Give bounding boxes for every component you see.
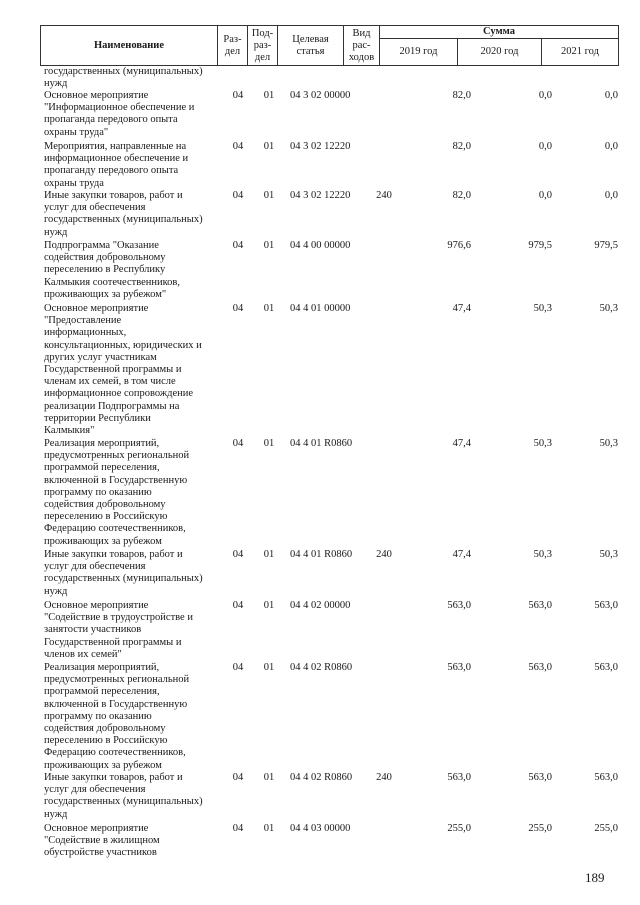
row-sum-2021: 563,0: [594, 772, 618, 783]
header-razdel: Раз- дел: [218, 26, 248, 66]
header-target-article: Целевая статья: [278, 26, 344, 66]
row-sum-2019: 47,4: [452, 303, 471, 314]
row-target-article: 04 4 02 R0860: [290, 772, 353, 783]
header-podrazdel: Под- раз- дел: [248, 26, 278, 66]
row-sum-2021: 50,3: [599, 438, 618, 449]
page-number: 189: [585, 870, 605, 885]
row-sum-2019: 563,0: [447, 662, 471, 673]
row-name: Иные закупки товаров, работ и услуг для обеспечения государственных (муниципальных) нужд: [44, 549, 203, 597]
row-sum-2020: 563,0: [528, 772, 552, 783]
header-name: Наименование: [41, 26, 218, 66]
header-year-2020: 2020 год: [458, 39, 542, 66]
row-sum-2021: 0,0: [604, 141, 618, 152]
row-podrazdel: 01: [263, 549, 275, 560]
row-sum-2020: 50,3: [533, 549, 552, 560]
row-name: Реализация мероприятий, предусмотренных региональной программой переселения, включенной в Государственную программу по оказанию содействия добровольному переселению в Российскую Федерацию соотечественников, проживающих за рубежом: [44, 438, 190, 547]
row-podrazdel: 01: [263, 240, 275, 251]
header-year-2021: 2021 год: [542, 39, 619, 66]
row-target-article: 04 4 00 00000: [290, 240, 351, 251]
row-target-article: 04 4 02 R0860: [290, 662, 353, 673]
row-razdel: 04: [232, 823, 244, 834]
row-sum-2020: 563,0: [528, 600, 552, 611]
row-sum-2020: 979,5: [528, 240, 552, 251]
row-sum-2019: 82,0: [452, 141, 471, 152]
row-razdel: 04: [232, 438, 244, 449]
row-sum-2020: 0,0: [538, 90, 552, 101]
row-sum-2021: 50,3: [599, 549, 618, 560]
row-sum-2021: 0,0: [604, 90, 618, 101]
row-name: Мероприятия, направленные на информационное обеспечение и пропаганду передового опыта охраны труда: [44, 141, 189, 189]
row-razdel: 04: [232, 141, 244, 152]
row-target-article: 04 4 01 R0860: [290, 438, 353, 449]
row-podrazdel: 01: [263, 303, 275, 314]
header-expense-type: Вид рас- ходов: [344, 26, 380, 66]
row-razdel: 04: [232, 190, 244, 201]
row-target-article: 04 3 02 00000: [290, 90, 351, 101]
row-razdel: 04: [232, 600, 244, 611]
header-sum: Сумма: [380, 26, 619, 39]
row-razdel: 04: [232, 662, 244, 673]
row-sum-2019: 47,4: [452, 549, 471, 560]
row-sum-2020: 255,0: [528, 823, 552, 834]
row-sum-2020: 50,3: [533, 438, 552, 449]
row-target-article: 04 4 02 00000: [290, 600, 351, 611]
row-sum-2019: 47,4: [452, 438, 471, 449]
header-year-2019: 2019 год: [380, 39, 458, 66]
row-sum-2020: 563,0: [528, 662, 552, 673]
row-sum-2020: 0,0: [538, 141, 552, 152]
row-name: Основное мероприятие "Информационное обеспечение и пропаганда передового опыта охраны труда": [44, 90, 195, 138]
row-podrazdel: 01: [263, 662, 275, 673]
row-expense-type: 240: [376, 549, 392, 560]
row-sum-2019: 255,0: [447, 823, 471, 834]
row-sum-2020: 0,0: [538, 190, 552, 201]
row-target-article: 04 3 02 12220: [290, 141, 351, 152]
row-razdel: 04: [232, 549, 244, 560]
table-header: [40, 25, 619, 66]
row-podrazdel: 01: [263, 438, 275, 449]
row-sum-2020: 50,3: [533, 303, 552, 314]
row-razdel: 04: [232, 240, 244, 251]
row-sum-2021: 979,5: [594, 240, 618, 251]
row-expense-type: 240: [376, 190, 392, 201]
row-name: Иные закупки товаров, работ и услуг для обеспечения государственных (муниципальных) нужд: [44, 190, 203, 238]
row-razdel: 04: [232, 303, 244, 314]
row-name: Основное мероприятие "Предоставление информационных, консультационных, юридических и других услуг участникам Государственной программы и членам их семей, в том числе информационное сопровождение реализации Подпрограммы на территории Республики Калмыкия": [44, 303, 202, 437]
row-sum-2019: 82,0: [452, 190, 471, 201]
row-razdel: 04: [232, 772, 244, 783]
row-target-article: 04 4 01 R0860: [290, 549, 353, 560]
row-razdel: 04: [232, 90, 244, 101]
row-podrazdel: 01: [263, 600, 275, 611]
row-sum-2019: 563,0: [447, 772, 471, 783]
row-podrazdel: 01: [263, 190, 275, 201]
row-name: государственных (муниципальных) нужд: [44, 66, 203, 90]
row-podrazdel: 01: [263, 772, 275, 783]
row-podrazdel: 01: [263, 823, 275, 834]
row-target-article: 04 4 01 00000: [290, 303, 351, 314]
row-name: Основное мероприятие "Содействие в трудоустройстве и занятости участников Государственной программы и членов их семей": [44, 600, 193, 660]
row-sum-2019: 82,0: [452, 90, 471, 101]
row-target-article: 04 3 02 12220: [290, 190, 351, 201]
row-name: Иные закупки товаров, работ и услуг для обеспечения государственных (муниципальных) нужд: [44, 772, 203, 820]
row-target-article: 04 4 03 00000: [290, 823, 351, 834]
row-sum-2019: 976,6: [447, 240, 471, 251]
row-sum-2021: 255,0: [594, 823, 618, 834]
row-podrazdel: 01: [263, 141, 275, 152]
row-name: Реализация мероприятий, предусмотренных региональной программой переселения, включенной в Государственную программу по оказанию содействия добровольному переселению в Российскую Федерацию соотечественников, проживающих за рубежом: [44, 662, 190, 771]
row-name: Подпрограмма "Оказание содействия добровольному переселению в Республику Калмыкия соотечественников, проживающих за рубежом": [44, 240, 181, 300]
row-sum-2021: 563,0: [594, 600, 618, 611]
row-sum-2021: 563,0: [594, 662, 618, 673]
row-sum-2019: 563,0: [447, 600, 471, 611]
row-name: Основное мероприятие "Содействие в жилищном обустройстве участников: [44, 823, 160, 859]
row-podrazdel: 01: [263, 90, 275, 101]
row-sum-2021: 50,3: [599, 303, 618, 314]
row-expense-type: 240: [376, 772, 392, 783]
row-sum-2021: 0,0: [604, 190, 618, 201]
